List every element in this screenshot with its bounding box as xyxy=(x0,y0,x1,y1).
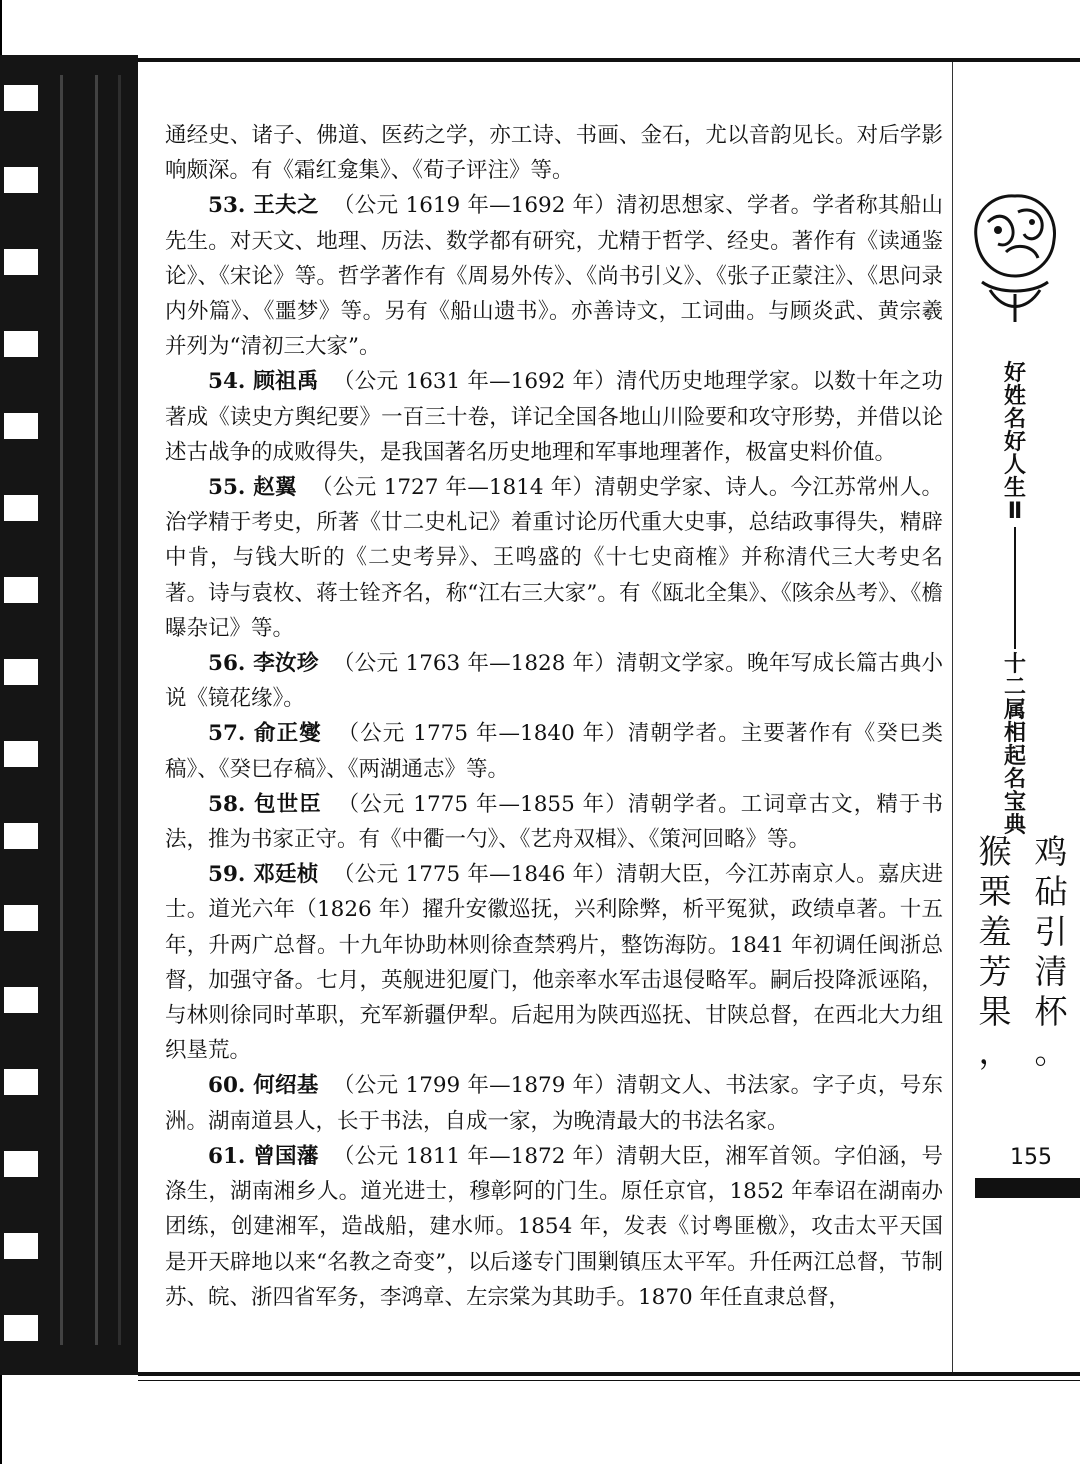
entry-heading: 58. 包世臣 xyxy=(208,791,322,817)
entry-heading: 61. 曾国藩 xyxy=(208,1143,319,1169)
entry-61: 61. 曾国藩 （公元 1811 年—1872 年）清朝大臣，湘军首领。字伯涵，号涤生，湖南湘乡人。道光进士，穆彰阿的门生。原任京官，1852 年奉诏在湖南办团练，创建湘军，造战船，建水师。1854 年，发表《讨粤匪檄》，攻击太平天国是开天辟地以来“名教之奇变”，以后遂专门围剿镇压太平军。升任两江总督，节制苏、皖、浙四省军务，李鸿章、左宗棠为其助手。1870 年任直隶总督， xyxy=(165,1143,944,1310)
page-number: 155 xyxy=(1010,1145,1052,1170)
paragraph-continuation: 通经史、诸子、佛道、医药之学，亦工诗、书画、金石，尤以音韵见长。对后学影响颇深。有《霜红龛集》、《荀子评注》等。 xyxy=(165,123,943,184)
entry-55: 55. 赵翼 （公元 1727 年—1814 年）清朝史学家、诗人。今江苏常州人。治学精于考史，所著《廿二史札记》着重讨论历代重大史事，总结政事得失，精辟中肯，与钱大昕的《二史考异》、王鸣盛的《十七史商榷》并称清代三大考史名著。诗与袁枚、蒋士铨齐名，称“江右三大家”。有《瓯北全集》、《陔余丛考》、《檐曝杂记》等。 xyxy=(165,475,944,641)
bottom-rule-thin xyxy=(138,1380,1080,1381)
film-strip-decoration xyxy=(0,55,138,1375)
entry-heading: 59. 邓廷桢 xyxy=(208,862,319,888)
entry-56: 56. 李汝珍 （公元 1763 年—1828 年）清朝文学家。晚年写成长篇古典小说《镜花缘》。 xyxy=(165,651,944,712)
bottom-rule xyxy=(138,1372,1080,1376)
entry-heading: 54. 顾祖禹 xyxy=(208,369,319,395)
entry-heading: 57. 俞正燮 xyxy=(208,721,322,747)
page-number-bar xyxy=(975,1178,1080,1198)
book-title-vertical: 好 姓 名 好 人 生 Ⅱ 十 二 属 相 起 名 宝 典 xyxy=(1003,361,1026,838)
top-rule xyxy=(138,58,1080,62)
entry-heading: 53. 王夫之 xyxy=(208,193,319,219)
entry-59: 59. 邓廷桢 （公元 1775 年—1846 年）清朝大臣，今江苏南京人。嘉庆进士。道光六年（1826 年）擢升安徽巡抚，兴利除弊，析平冤狱，政绩卓著。十五年，升两广总督。十九年协助林则徐查禁鸦片，整饬海防。1841 年初调任闽浙总督，加强守备。七月，英舰进犯厦门，他亲率水军击退侵略军。嗣后投降派诬陷，与林则徐同时革职，充军新疆伊犁。后起用为陕西巡抚、甘陕总督，在西北大力组织垦荒。 xyxy=(165,862,944,1064)
sidebar xyxy=(953,62,1080,1372)
entry-heading: 60. 何绍基 xyxy=(208,1073,319,1099)
entry-heading: 56. 李汝珍 xyxy=(208,651,319,677)
zodiac-emblem-icon xyxy=(968,182,1062,332)
entry-heading: 55. 赵翼 xyxy=(208,475,297,501)
main-text xyxy=(165,118,943,1315)
poem-left-column: 猴 栗 羞 芳 果 ， xyxy=(978,832,1012,1071)
entry-53: 53. 王夫之 （公元 1619 年—1692 年）清初思想家、学者。学者称其船山先生。对天文、地理、历法、数学都有研究，尤精于哲学、经史。著作有《读通鉴论》、《宋论》等。哲学著作有《周易外传》、《尚书引义》、《张子正蒙注》、《思问录内外篇》、《噩梦》等。另有《船山遗书》。亦善诗文，工词曲。与顾炎武、黄宗羲并列为“清初三大家”。 xyxy=(165,193,944,360)
film-sprocket-holes xyxy=(4,85,38,1355)
poem-right-column: 鸡 砧 引 清 杯 。 xyxy=(1034,832,1068,1071)
entry-54: 54. 顾祖禹 （公元 1631 年—1692 年）清代历史地理学家。以数十年之功著成《读史方舆纪要》一百三十卷，详记全国各地山川险要和攻守形势，并借以论述古战争的成败得失，是我国著名历史地理和军事地理著作，极富史料价值。 xyxy=(165,369,944,465)
entry-58: 58. 包世臣 （公元 1775 年—1855 年）清朝学者。工词章古文，精于书法，推为书家正守。有《中衢一勺》、《艺舟双楫》、《策河回略》等。 xyxy=(165,791,944,853)
entry-57: 57. 俞正燮 （公元 1775 年—1840 年）清朝学者。主要著作有《癸巳类稿》、《癸巳存稿》、《两湖通志》等。 xyxy=(165,721,944,782)
entry-60: 60. 何绍基 （公元 1799 年—1879 年）清朝文人、书法家。字子贞，号东洲。湖南道县人，长于书法，自成一家，为晚清最大的书法名家。 xyxy=(165,1073,944,1134)
